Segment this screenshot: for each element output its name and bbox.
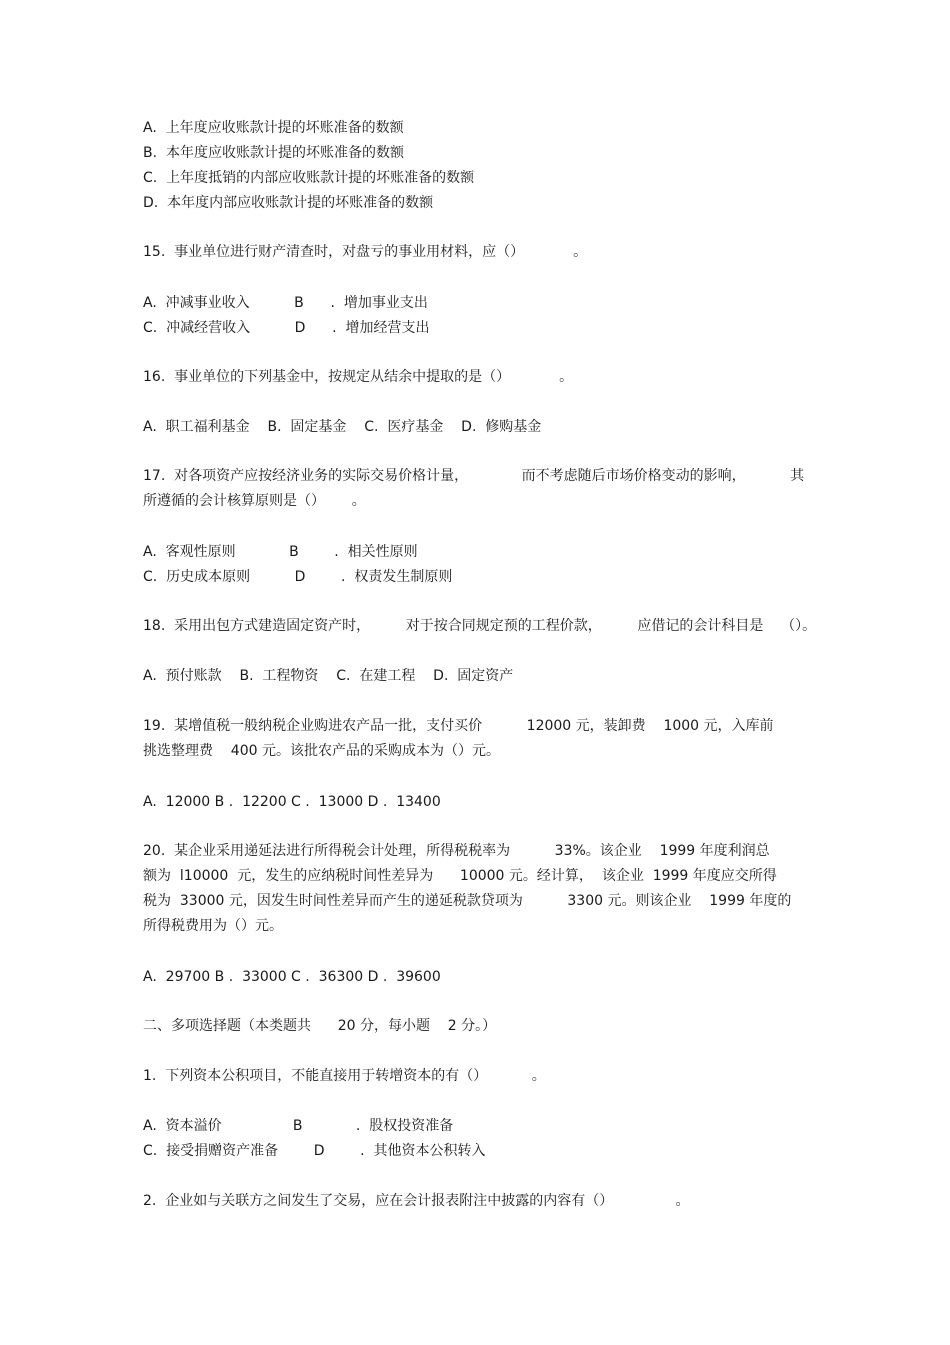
mc-question-1-options-cd: C. 接受捐赠资产准备 D . 其他资本公积转入 [143, 1143, 486, 1159]
mc-question-1-stem: 1. 下列资本公积项目，不能直接用于转增资本的有（） 。 [143, 1068, 546, 1084]
question-15-options-cd: C. 冲减经营收入 D . 增加经营支出 [143, 320, 430, 336]
question-20-options: A. 29700 B . 33000 C . 36300 D . 39600 [143, 969, 441, 985]
question-20-stem-line3: 税为 33000 元，因发生时间性差异而产生的递延税款贷项为 3300 元。则该企业 1999 年度的 [143, 893, 792, 909]
mc-question-2-stem: 2. 企业如与关联方之间发生了交易，应在会计报表附注中披露的内容有（） 。 [143, 1193, 690, 1209]
question-16-options: A. 职工福利基金 B. 固定基金 C. 医疗基金 D. 修购基金 [143, 419, 542, 435]
question-20-stem-line4: 所得税费用为（）元。 [143, 918, 283, 934]
question-17-options-ab: A. 客观性原则 B . 相关性原则 [143, 544, 418, 560]
question-19-stem-line1: 19. 某增值税一般纳税企业购进农产品一批，支付买价 12000 元，装卸费 1000 元，入库前 [143, 718, 774, 734]
question-17-stem-line1: 17. 对各项资产应按经济业务的实际交易价格计量， 而不考虑随后市场价格变动的影响， 其 [143, 468, 805, 484]
question-20-stem-line2: 额为 l10000 元，发生的应纳税时间性差异为 10000 元。经计算， 该企业 1999 年度应交所得 [143, 868, 777, 884]
option-a: A. 上年度应收账款计提的坏账准备的数额 [143, 120, 404, 136]
question-15-stem: 15. 事业单位进行财产清查时，对盘亏的事业用材料，应（） 。 [143, 244, 588, 260]
question-19-options: A. 12000 B . 12200 C . 13000 D . 13400 [143, 794, 441, 810]
question-17-stem-line2: 所遵循的会计核算原则是（） 。 [143, 493, 366, 509]
question-18-stem: 18. 采用出包方式建造固定资产时， 对于按合同规定预的工程价款， 应借记的会计科目是 （）。 [143, 618, 817, 634]
question-19-stem-line2: 挑选整理费 400 元。该批农产品的采购成本为（）元。 [143, 743, 500, 759]
question-15-options-ab: A. 冲减事业收入 B . 增加事业支出 [143, 295, 428, 311]
question-20-stem-line1: 20. 某企业采用递延法进行所得税会计处理，所得税税率为 33%。该企业 1999 年度利润总 [143, 843, 770, 859]
mc-question-1-options-ab: A. 资本溢价 B . 股权投资准备 [143, 1118, 454, 1134]
section-heading: 二、多项选择题（本类题共 20 分，每小题 2 分。） [143, 1018, 497, 1034]
question-17-options-cd: C. 历史成本原则 D . 权责发生制原则 [143, 569, 453, 585]
option-b: B. 本年度应收账款计提的坏账准备的数额 [143, 145, 404, 161]
question-18-options: A. 预付账款 B. 工程物资 C. 在建工程 D. 固定资产 [143, 668, 514, 684]
option-d: D. 本年度内部应收账款计提的坏账准备的数额 [143, 195, 434, 211]
question-16-stem: 16. 事业单位的下列基金中，按规定从结余中提取的是（） 。 [143, 369, 574, 385]
option-c: C. 上年度抵销的内部应收账款计提的坏账准备的数额 [143, 170, 475, 186]
